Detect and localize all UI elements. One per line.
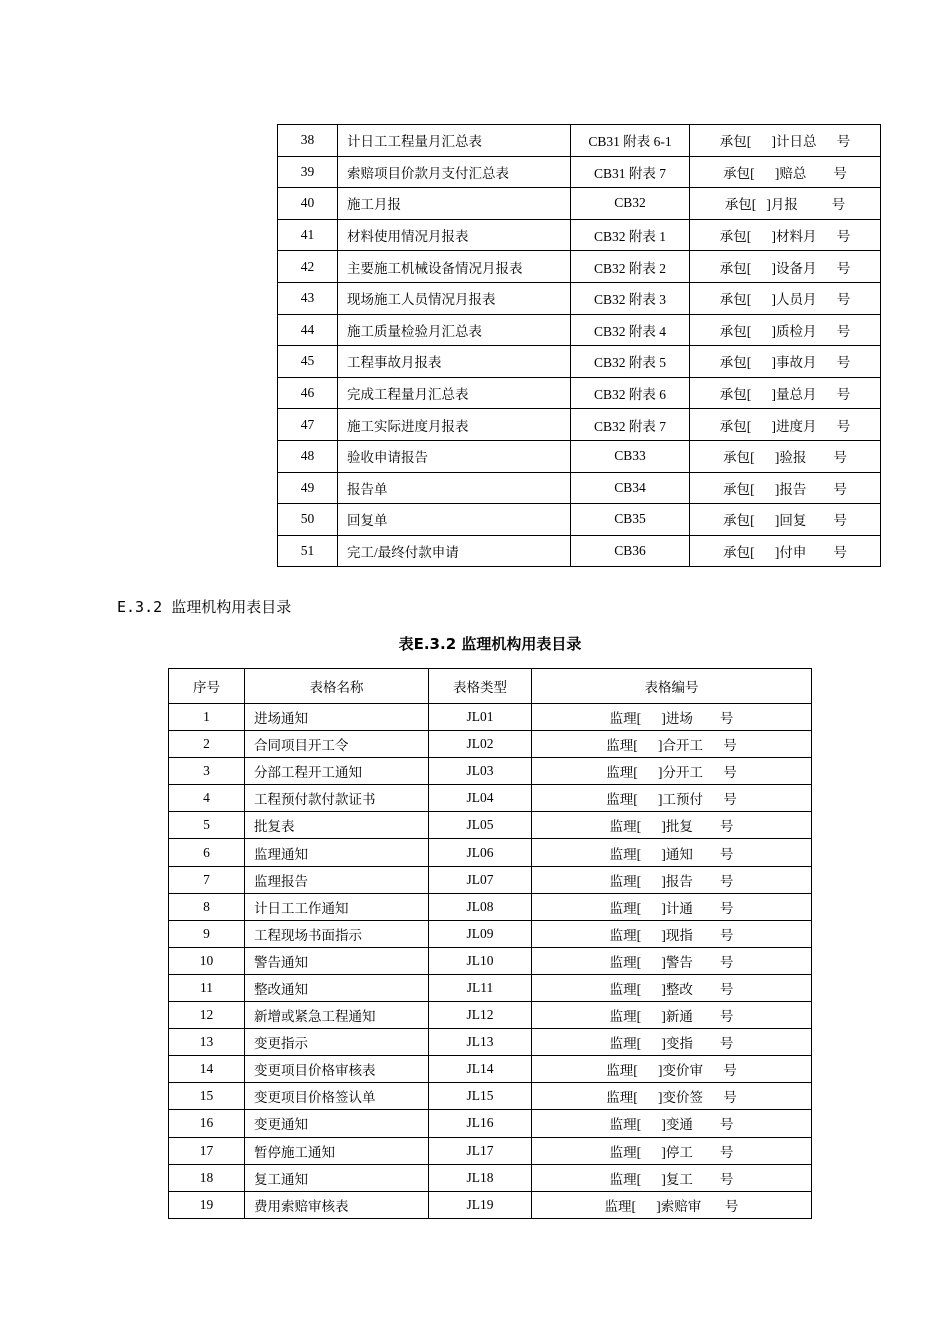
row-form-name: 变更项目价格签认单 — [245, 1083, 429, 1110]
row-form-code: 监理[ ]工预付 号 — [532, 785, 812, 812]
row-number: 9 — [169, 920, 245, 947]
row-form-type: JL06 — [429, 839, 532, 866]
row-number: 7 — [169, 866, 245, 893]
table-row — [169, 947, 812, 974]
row-number: 40 — [278, 188, 338, 220]
row-form-code: 承包[ ]付申 号 — [690, 535, 881, 567]
row-form-type: CB35 — [571, 504, 690, 536]
row-number: 8 — [169, 893, 245, 920]
table-row — [169, 704, 812, 731]
row-form-type: JL15 — [429, 1083, 532, 1110]
table-row — [169, 1164, 812, 1191]
row-form-code: 监理[ ]合开工 号 — [532, 731, 812, 758]
table-row — [169, 785, 812, 812]
row-form-code: 监理[ ]批复 号 — [532, 812, 812, 839]
row-form-type: JL08 — [429, 893, 532, 920]
row-number: 48 — [278, 440, 338, 472]
row-form-code: 监理[ ]进场 号 — [532, 704, 812, 731]
row-form-name: 材料使用情况月报表 — [338, 219, 571, 251]
row-form-type: JL18 — [429, 1164, 532, 1191]
row-number: 18 — [169, 1164, 245, 1191]
table-row — [278, 282, 881, 314]
row-form-name: 监理报告 — [245, 866, 429, 893]
row-form-type: JL14 — [429, 1056, 532, 1083]
table-row — [169, 1002, 812, 1029]
row-form-name: 监理通知 — [245, 839, 429, 866]
row-form-type: CB32 附表 7 — [571, 409, 690, 441]
row-number: 41 — [278, 219, 338, 251]
row-form-type: CB36 — [571, 535, 690, 567]
row-form-type: CB32 附表 2 — [571, 251, 690, 283]
table-row — [169, 893, 812, 920]
table-row — [278, 535, 881, 567]
row-form-type: CB32 — [571, 188, 690, 220]
row-number: 6 — [169, 839, 245, 866]
row-form-type: JL16 — [429, 1110, 532, 1137]
row-number: 15 — [169, 1083, 245, 1110]
table-row — [278, 314, 881, 346]
row-form-code: 监理[ ]复工 号 — [532, 1164, 812, 1191]
row-form-type: CB34 — [571, 472, 690, 504]
table-caption-label: 表E.3.2 — [398, 635, 457, 653]
header-type: 表格类型 — [429, 669, 532, 704]
row-form-code: 监理[ ]分开工 号 — [532, 758, 812, 785]
row-form-code: 监理[ ]计通 号 — [532, 893, 812, 920]
row-form-code: 承包[ ]报告 号 — [690, 472, 881, 504]
table-row — [278, 472, 881, 504]
row-form-code: 承包[ ]计日总 号 — [690, 125, 881, 157]
table-row — [278, 504, 881, 536]
row-form-name: 变更指示 — [245, 1029, 429, 1056]
row-form-name: 分部工程开工通知 — [245, 758, 429, 785]
row-form-name: 施工实际进度月报表 — [338, 409, 571, 441]
row-form-code: 监理[ ]报告 号 — [532, 866, 812, 893]
section-title: 监理机构用表目录 — [171, 598, 292, 616]
row-form-type: JL03 — [429, 758, 532, 785]
row-form-type: CB33 — [571, 440, 690, 472]
row-number: 50 — [278, 504, 338, 536]
table-row — [169, 839, 812, 866]
row-form-code: 承包[ ]回复 号 — [690, 504, 881, 536]
row-form-code: 承包[ ]质检月 号 — [690, 314, 881, 346]
table-row — [169, 812, 812, 839]
row-form-name: 费用索赔审核表 — [245, 1191, 429, 1218]
row-form-type: CB31 附表 7 — [571, 156, 690, 188]
row-form-type: JL10 — [429, 947, 532, 974]
row-form-name: 变更项目价格审核表 — [245, 1056, 429, 1083]
row-form-name: 索赔项目价款月支付汇总表 — [338, 156, 571, 188]
table-row — [169, 758, 812, 785]
row-form-type: JL04 — [429, 785, 532, 812]
table-row — [278, 125, 881, 157]
row-form-name: 现场施工人员情况月报表 — [338, 282, 571, 314]
row-form-type: CB32 附表 5 — [571, 346, 690, 378]
row-form-code: 监理[ ]停工 号 — [532, 1137, 812, 1164]
row-form-name: 施工月报 — [338, 188, 571, 220]
row-form-code: 监理[ ]变价签 号 — [532, 1083, 812, 1110]
row-form-name: 暂停施工通知 — [245, 1137, 429, 1164]
table-row — [169, 1029, 812, 1056]
table-row — [278, 440, 881, 472]
row-number: 46 — [278, 377, 338, 409]
table-row — [278, 409, 881, 441]
row-form-type: CB32 附表 3 — [571, 282, 690, 314]
table-row — [169, 866, 812, 893]
row-form-name: 完工/最终付款申请 — [338, 535, 571, 567]
row-form-type: JL17 — [429, 1137, 532, 1164]
table-row — [169, 1083, 812, 1110]
row-form-type: JL01 — [429, 704, 532, 731]
row-number: 4 — [169, 785, 245, 812]
table-row — [169, 1110, 812, 1137]
row-form-code: 监理[ ]变通 号 — [532, 1110, 812, 1137]
contractor-forms-table — [277, 124, 881, 567]
row-form-name: 警告通知 — [245, 947, 429, 974]
row-form-name: 进场通知 — [245, 704, 429, 731]
row-form-code: 监理[ ]警告 号 — [532, 947, 812, 974]
row-form-name: 工程预付款付款证书 — [245, 785, 429, 812]
supervision-forms-table — [168, 668, 812, 1219]
row-form-name: 主要施工机械设备情况月报表 — [338, 251, 571, 283]
row-form-name: 计日工工作通知 — [245, 893, 429, 920]
row-number: 17 — [169, 1137, 245, 1164]
row-number: 3 — [169, 758, 245, 785]
row-form-name: 工程现场书面指示 — [245, 920, 429, 947]
row-form-name: 完成工程量月汇总表 — [338, 377, 571, 409]
row-number: 44 — [278, 314, 338, 346]
table-row — [278, 251, 881, 283]
row-form-name: 回复单 — [338, 504, 571, 536]
row-form-type: CB32 附表 4 — [571, 314, 690, 346]
table-row — [169, 974, 812, 1001]
table-row — [169, 920, 812, 947]
row-form-name: 验收申请报告 — [338, 440, 571, 472]
row-number: 51 — [278, 535, 338, 567]
row-form-name: 计日工工程量月汇总表 — [338, 125, 571, 157]
row-form-type: JL07 — [429, 866, 532, 893]
header-code: 表格编号 — [532, 669, 812, 704]
row-form-type: CB32 附表 1 — [571, 219, 690, 251]
row-form-name: 新增或紧急工程通知 — [245, 1002, 429, 1029]
row-number: 39 — [278, 156, 338, 188]
row-form-code: 承包[ ]赔总 号 — [690, 156, 881, 188]
row-number: 14 — [169, 1056, 245, 1083]
row-number: 1 — [169, 704, 245, 731]
row-number: 43 — [278, 282, 338, 314]
table-row — [278, 377, 881, 409]
row-number: 13 — [169, 1029, 245, 1056]
row-number: 2 — [169, 731, 245, 758]
header-name: 表格名称 — [245, 669, 429, 704]
table-row — [278, 346, 881, 378]
row-form-name: 工程事故月报表 — [338, 346, 571, 378]
row-form-code: 监理[ ]索赔审 号 — [532, 1191, 812, 1218]
table-row — [278, 219, 881, 251]
row-number: 10 — [169, 947, 245, 974]
row-number: 5 — [169, 812, 245, 839]
row-form-name: 施工质量检验月汇总表 — [338, 314, 571, 346]
row-form-type: JL05 — [429, 812, 532, 839]
row-form-code: 承包[ ]进度月 号 — [690, 409, 881, 441]
table-row — [169, 731, 812, 758]
row-form-type: JL19 — [429, 1191, 532, 1218]
table-caption-title: 监理机构用表目录 — [461, 635, 582, 653]
row-form-code: 监理[ ]现指 号 — [532, 920, 812, 947]
table-row — [278, 188, 881, 220]
row-form-code: 监理[ ]变指 号 — [532, 1029, 812, 1056]
supervision-forms-table-body — [169, 669, 812, 1219]
row-number: 47 — [278, 409, 338, 441]
row-form-code: 监理[ ]通知 号 — [532, 839, 812, 866]
row-form-name: 复工通知 — [245, 1164, 429, 1191]
row-form-name: 报告单 — [338, 472, 571, 504]
row-number: 42 — [278, 251, 338, 283]
row-form-code: 监理[ ]变价审 号 — [532, 1056, 812, 1083]
row-form-type: JL02 — [429, 731, 532, 758]
contractor-forms-table-body — [278, 125, 881, 567]
row-form-type: JL13 — [429, 1029, 532, 1056]
row-form-code: 承包[ ]材料月 号 — [690, 219, 881, 251]
table-row — [169, 1137, 812, 1164]
section-number: E.3.2 — [117, 598, 163, 616]
row-form-type: JL09 — [429, 920, 532, 947]
table-row — [169, 1191, 812, 1218]
row-form-name: 合同项目开工令 — [245, 731, 429, 758]
row-form-code: 承包[ ]量总月 号 — [690, 377, 881, 409]
row-form-code: 监理[ ]新通 号 — [532, 1002, 812, 1029]
section-heading — [117, 596, 291, 617]
row-number: 11 — [169, 974, 245, 1001]
row-form-code: 承包[ ]事故月 号 — [690, 346, 881, 378]
row-number: 38 — [278, 125, 338, 157]
header-no: 序号 — [169, 669, 245, 704]
row-form-code: 承包[ ]验报 号 — [690, 440, 881, 472]
row-form-name: 批复表 — [245, 812, 429, 839]
row-form-code: 承包[ ]设备月 号 — [690, 251, 881, 283]
table-caption — [0, 633, 950, 654]
row-number: 16 — [169, 1110, 245, 1137]
table-header-row — [169, 669, 812, 704]
row-form-name: 变更通知 — [245, 1110, 429, 1137]
row-form-type: JL11 — [429, 974, 532, 1001]
row-number: 19 — [169, 1191, 245, 1218]
table-row — [169, 1056, 812, 1083]
row-form-type: CB32 附表 6 — [571, 377, 690, 409]
row-form-name: 整改通知 — [245, 974, 429, 1001]
row-number: 12 — [169, 1002, 245, 1029]
row-form-code: 监理[ ]整改 号 — [532, 974, 812, 1001]
row-number: 45 — [278, 346, 338, 378]
row-form-type: CB31 附表 6-1 — [571, 125, 690, 157]
row-form-code: 承包[ ]月报 号 — [690, 188, 881, 220]
row-form-type: JL12 — [429, 1002, 532, 1029]
table-row — [278, 156, 881, 188]
row-form-code: 承包[ ]人员月 号 — [690, 282, 881, 314]
row-number: 49 — [278, 472, 338, 504]
